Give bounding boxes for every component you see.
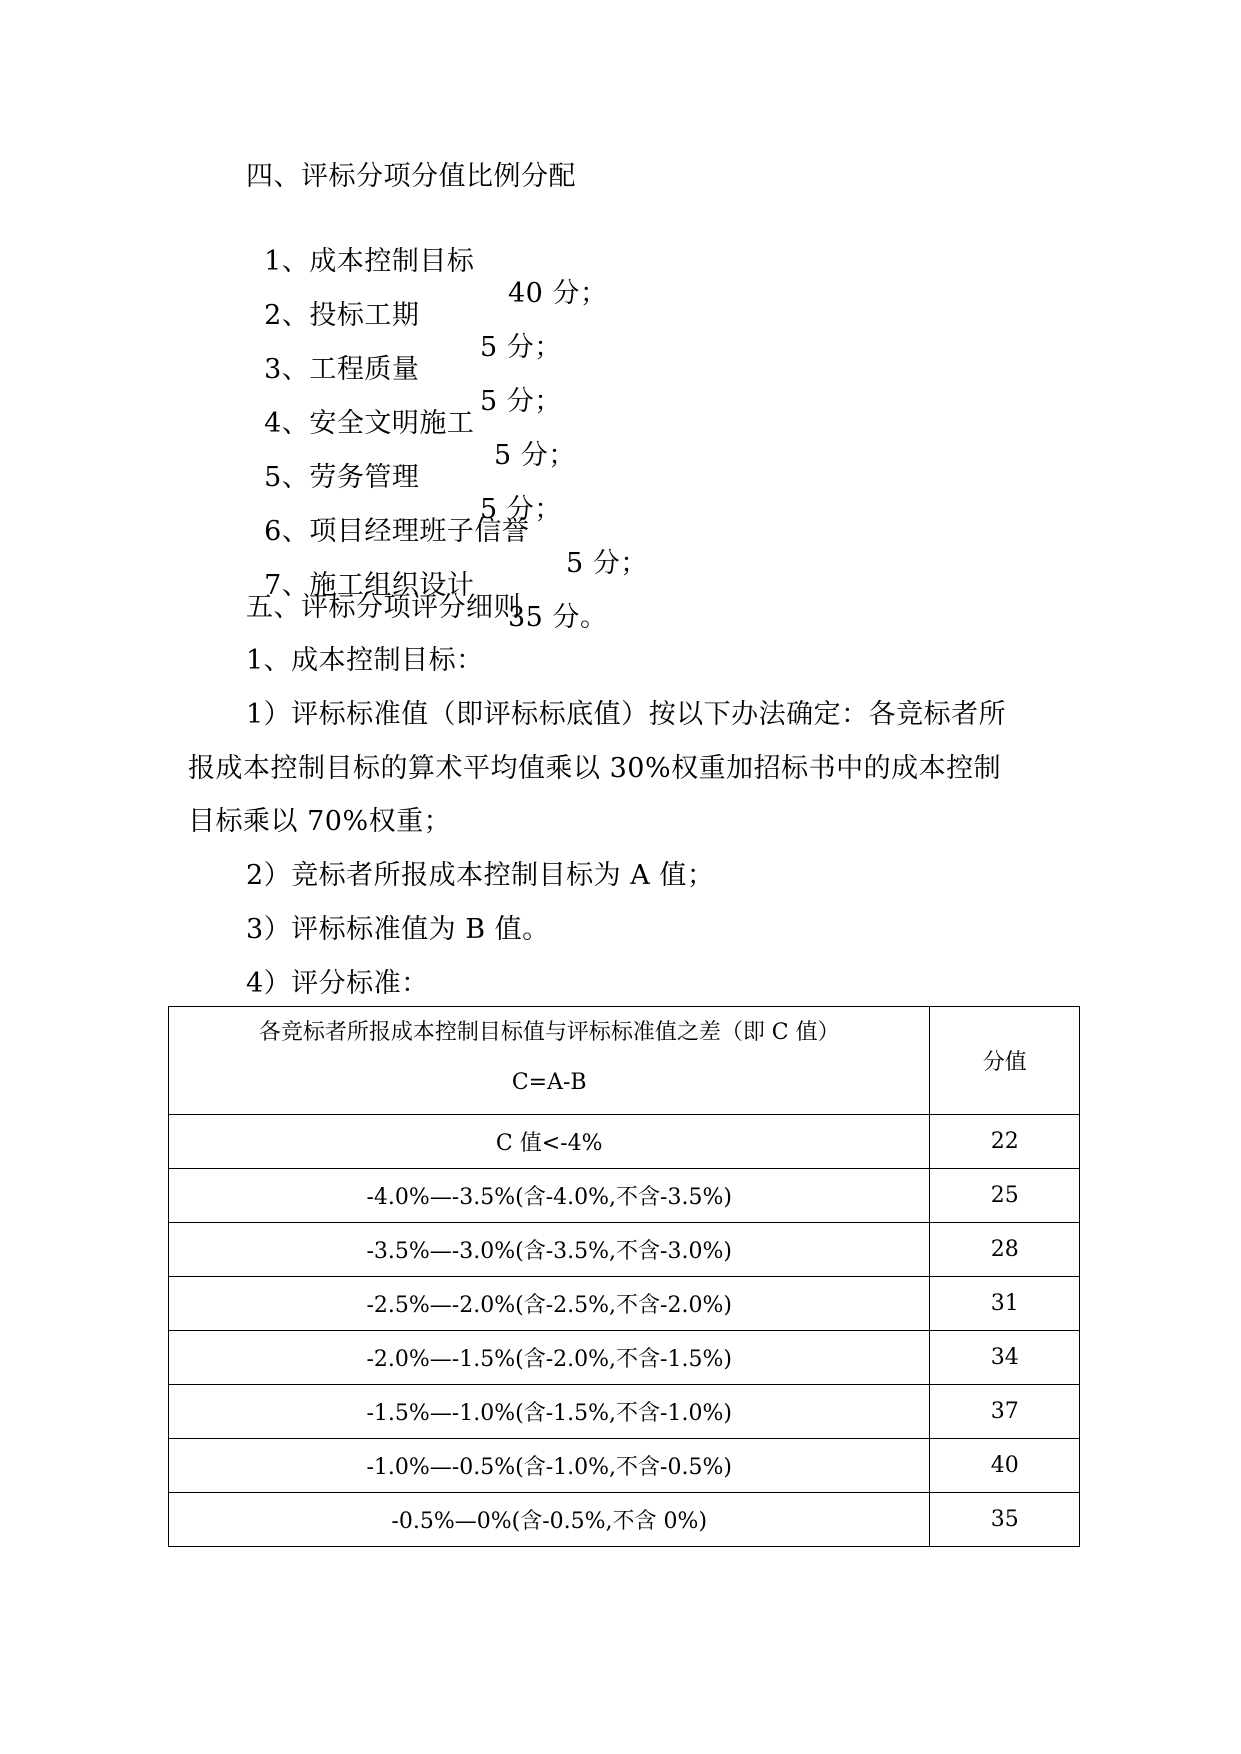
allocation-item-score: 5 分； bbox=[480, 386, 562, 417]
allocation-item-label: 5、劳务管理 bbox=[264, 462, 420, 493]
header-range-formula: C=A-B bbox=[511, 1069, 587, 1095]
table-header-row bbox=[169, 1007, 1080, 1115]
allocation-item-score: 5 分； bbox=[566, 548, 648, 579]
paragraph-line: 4）评分标准： bbox=[246, 968, 429, 999]
allocation-item-label: 2、投标工期 bbox=[264, 300, 420, 331]
section4-heading: 四、评标分项分值比例分配 bbox=[246, 161, 576, 192]
range-cell: -0.5%—0%(含-0.5%,不含 0%) bbox=[169, 1493, 930, 1547]
table-row bbox=[169, 1277, 1080, 1331]
paragraph-line: 3）评标标准值为 B 值。 bbox=[246, 914, 550, 945]
range-cell: -2.0%—-1.5%(含-2.0%,不含-1.5%) bbox=[169, 1331, 930, 1385]
range-cell: -3.5%—-3.0%(含-3.5%,不含-3.0%) bbox=[169, 1223, 930, 1277]
table-row bbox=[169, 1439, 1080, 1493]
paragraph-line: 报成本控制目标的算术平均值乘以 30%权重加招标书中的成本控制 bbox=[188, 753, 1002, 784]
score-cell: 22 bbox=[930, 1115, 1080, 1169]
allocation-item-label: 3、工程质量 bbox=[264, 354, 420, 385]
score-cell: 35 bbox=[930, 1493, 1080, 1547]
allocation-item-score: 40 分； bbox=[508, 278, 608, 309]
table-row bbox=[169, 1169, 1080, 1223]
allocation-item-score: 35 分。 bbox=[508, 602, 608, 633]
table-row bbox=[169, 1115, 1080, 1169]
scoring-table bbox=[168, 1006, 1080, 1547]
paragraph-line: 2）竞标者所报成本控制目标为 A 值； bbox=[246, 860, 715, 891]
score-cell: 37 bbox=[930, 1385, 1080, 1439]
score-cell: 25 bbox=[930, 1169, 1080, 1223]
range-cell: -1.0%—-0.5%(含-1.0%,不含-0.5%) bbox=[169, 1439, 930, 1493]
score-cell: 31 bbox=[930, 1277, 1080, 1331]
paragraph-line: 目标乘以 70%权重； bbox=[188, 806, 452, 837]
allocation-item-label: 1、成本控制目标 bbox=[264, 246, 475, 277]
table-row bbox=[169, 1331, 1080, 1385]
range-cell: -1.5%—-1.0%(含-1.5%,不含-1.0%) bbox=[169, 1385, 930, 1439]
allocation-item-score: 5 分； bbox=[480, 332, 562, 363]
subsection-heading: 1、成本控制目标： bbox=[246, 645, 484, 676]
allocation-item-label: 6、项目经理班子信誉 bbox=[264, 516, 530, 547]
table-row bbox=[169, 1385, 1080, 1439]
allocation-item-score: 5 分； bbox=[480, 494, 562, 525]
allocation-item-label: 7、施工组织设计 bbox=[264, 570, 475, 601]
header-score-cell: 分值 bbox=[930, 1007, 1080, 1115]
header-range-cell bbox=[169, 1007, 930, 1115]
table-row bbox=[169, 1223, 1080, 1277]
score-cell: 40 bbox=[930, 1439, 1080, 1493]
score-cell: 28 bbox=[930, 1223, 1080, 1277]
range-cell: -4.0%—-3.5%(含-4.0%,不含-3.5%) bbox=[169, 1169, 930, 1223]
section5-heading: 五、评标分项评分细则 bbox=[246, 592, 521, 623]
paragraph-line: 1）评标标准值（即评标标底值）按以下办法确定：各竞标者所 bbox=[246, 699, 1007, 730]
header-range-title: 各竞标者所报成本控制目标值与评标标准值之差（即 C 值） bbox=[258, 1019, 840, 1045]
allocation-item-score: 5 分； bbox=[494, 440, 576, 471]
table-row bbox=[169, 1493, 1080, 1547]
range-cell: -2.5%—-2.0%(含-2.5%,不含-2.0%) bbox=[169, 1277, 930, 1331]
score-cell: 34 bbox=[930, 1331, 1080, 1385]
allocation-item-label: 4、安全文明施工 bbox=[264, 408, 475, 439]
range-cell: C 值<-4% bbox=[169, 1115, 930, 1169]
